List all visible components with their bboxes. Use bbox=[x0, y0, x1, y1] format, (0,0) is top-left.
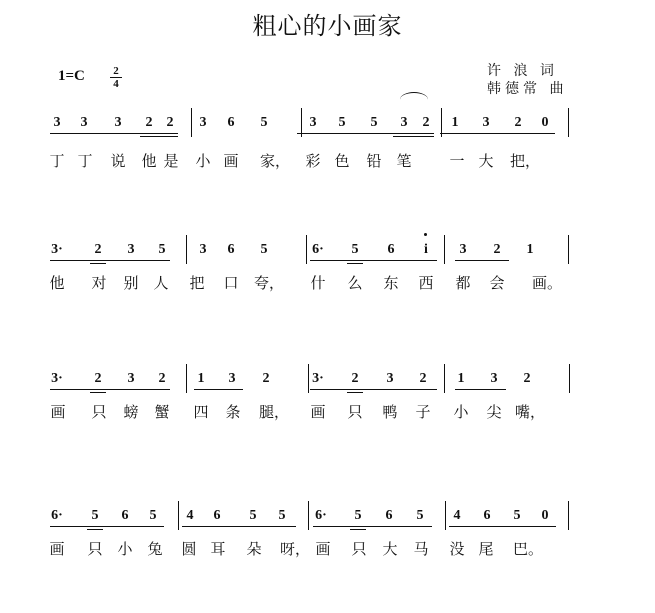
bar-line bbox=[178, 501, 179, 530]
sixteenth-underline bbox=[90, 392, 106, 393]
sixteenth-underline bbox=[350, 529, 366, 530]
lyric-syllable: 别 bbox=[123, 274, 139, 292]
lyric-syllable: 西 bbox=[418, 274, 434, 292]
note: 2 bbox=[351, 371, 359, 386]
lyric-syllable: 耳 bbox=[210, 540, 226, 558]
note-row bbox=[0, 242, 655, 272]
bar-line bbox=[445, 501, 446, 530]
note: 3· bbox=[51, 242, 63, 257]
note: 6 bbox=[385, 508, 393, 523]
lyric-syllable: 鸭 bbox=[382, 403, 398, 421]
composer-credit: 韩德常 曲 bbox=[487, 81, 568, 97]
note: 6 bbox=[121, 508, 129, 523]
lyric-syllable: 铅 bbox=[366, 152, 382, 170]
sixteenth-underline bbox=[90, 263, 106, 264]
note: 2 bbox=[94, 242, 102, 257]
note: 5 bbox=[513, 508, 521, 523]
note: 2 bbox=[523, 371, 531, 386]
bar-line bbox=[306, 235, 307, 264]
bar-line bbox=[186, 235, 187, 264]
eighth-underline bbox=[50, 133, 178, 134]
lyric-syllable: 画 bbox=[310, 403, 326, 421]
note: 3 bbox=[459, 242, 467, 257]
note: 2 bbox=[166, 115, 174, 130]
note: 6 bbox=[227, 242, 235, 257]
lyric-syllable: 把， bbox=[510, 152, 541, 170]
lyric-syllable: 螃 bbox=[123, 403, 139, 421]
lyric-syllable: 么 bbox=[347, 274, 363, 292]
eighth-underline bbox=[194, 389, 243, 390]
note: 5 bbox=[278, 508, 286, 523]
note: 3 bbox=[127, 371, 135, 386]
lyric-syllable: 把 bbox=[189, 274, 205, 292]
note: 2 bbox=[514, 115, 522, 130]
lyric-syllable: 画 bbox=[49, 540, 65, 558]
lyric-syllable: 蟹 bbox=[154, 403, 170, 421]
note: 3 bbox=[199, 115, 207, 130]
lyric-syllable: 尾 bbox=[478, 540, 494, 558]
note: 5 bbox=[260, 242, 268, 257]
eighth-underline bbox=[310, 389, 437, 390]
note: 5 bbox=[249, 508, 257, 523]
note-row bbox=[0, 508, 655, 538]
note: 1 bbox=[526, 242, 534, 257]
note: 2 bbox=[419, 371, 427, 386]
lyric-syllable: 他 bbox=[49, 274, 65, 292]
note: 4 bbox=[453, 508, 461, 523]
note: 5 bbox=[354, 508, 362, 523]
sixteenth-underline bbox=[87, 529, 103, 530]
lyric-syllable: 什 bbox=[310, 274, 326, 292]
lyric-syllable: 条 bbox=[225, 403, 241, 421]
lyric-syllable: 呀， bbox=[280, 540, 311, 558]
lyric-syllable: 彩 bbox=[305, 152, 321, 170]
note: 5 bbox=[370, 115, 378, 130]
lyric-syllable: 只 bbox=[87, 540, 103, 558]
lyric-syllable: 东 bbox=[383, 274, 399, 292]
lyric-syllable: 小 bbox=[195, 152, 211, 170]
bar-line bbox=[191, 108, 192, 137]
note: 6 bbox=[387, 242, 395, 257]
note: 3 bbox=[53, 115, 61, 130]
lyric-syllable: 一 bbox=[449, 152, 465, 170]
lyric-row bbox=[0, 274, 655, 304]
note: 3 bbox=[490, 371, 498, 386]
lyric-syllable: 色 bbox=[334, 152, 350, 170]
note: 1 bbox=[451, 115, 459, 130]
lyric-syllable: 尖 bbox=[486, 403, 502, 421]
lyric-syllable: 会 bbox=[489, 274, 505, 292]
note: 3 bbox=[386, 371, 394, 386]
note: 5 bbox=[351, 242, 359, 257]
eighth-underline bbox=[50, 389, 170, 390]
eighth-underline bbox=[182, 526, 296, 527]
bar-line bbox=[568, 501, 569, 530]
note: 1 bbox=[197, 371, 205, 386]
note: 0 bbox=[541, 508, 549, 523]
lyric-syllable: 兔 bbox=[147, 540, 163, 558]
lyric-syllable: 子 bbox=[415, 403, 431, 421]
note: 3 bbox=[199, 242, 207, 257]
note: 5 bbox=[149, 508, 157, 523]
eighth-underline bbox=[455, 260, 509, 261]
note: 5 bbox=[416, 508, 424, 523]
time-signature-bottom: 4 bbox=[113, 78, 119, 90]
lyric-syllable: 嘴， bbox=[515, 403, 546, 421]
sixteenth-underline bbox=[393, 136, 434, 137]
note: 3 bbox=[80, 115, 88, 130]
lyric-syllable: 小 bbox=[117, 540, 133, 558]
lyric-syllable: 是 bbox=[163, 152, 179, 170]
eighth-underline bbox=[449, 526, 556, 527]
note: 6 bbox=[227, 115, 235, 130]
lyric-syllable: 夸， bbox=[254, 274, 285, 292]
lyric-syllable: 笔 bbox=[396, 152, 412, 170]
lyric-syllable: 大 bbox=[382, 540, 398, 558]
bar-line bbox=[308, 364, 309, 393]
note: 4 bbox=[186, 508, 194, 523]
octave-dot bbox=[424, 233, 427, 236]
note: 3 bbox=[400, 115, 408, 130]
note: 6 bbox=[483, 508, 491, 523]
lyric-syllable: 巴。 bbox=[513, 540, 544, 558]
lyric-syllable: 腿， bbox=[259, 403, 290, 421]
lyric-syllable: 小 bbox=[453, 403, 469, 421]
lyric-syllable: 都 bbox=[455, 274, 471, 292]
note: 2 bbox=[262, 371, 270, 386]
eighth-underline bbox=[297, 133, 434, 134]
bar-line bbox=[444, 364, 445, 393]
lyric-syllable: 只 bbox=[351, 540, 367, 558]
lyric-syllable: 四 bbox=[193, 403, 209, 421]
note: 3 bbox=[228, 371, 236, 386]
lyric-syllable: 他 bbox=[141, 152, 157, 170]
lyric-syllable: 画 bbox=[223, 152, 239, 170]
lyric-syllable: 大 bbox=[478, 152, 494, 170]
lyric-syllable: 马 bbox=[413, 540, 429, 558]
lyric-row bbox=[0, 152, 655, 182]
note: 6· bbox=[312, 242, 324, 257]
note: 1 bbox=[457, 371, 465, 386]
sixteenth-underline bbox=[347, 392, 363, 393]
lyric-syllable: 画。 bbox=[532, 274, 563, 292]
sixteenth-underline bbox=[347, 263, 363, 264]
lyric-syllable: 圆 bbox=[181, 540, 197, 558]
note: 2 bbox=[493, 242, 501, 257]
lyric-syllable: 口 bbox=[223, 274, 239, 292]
time-signature-top: 2 bbox=[113, 65, 119, 77]
note: i bbox=[424, 242, 428, 257]
lyric-syllable: 对 bbox=[91, 274, 107, 292]
note-row bbox=[0, 115, 655, 145]
eighth-underline bbox=[455, 389, 506, 390]
sixteenth-underline bbox=[140, 136, 178, 137]
note: 2 bbox=[94, 371, 102, 386]
lyric-syllable: 家， bbox=[260, 152, 291, 170]
lyric-syllable: 说 bbox=[110, 152, 126, 170]
note: 3 bbox=[482, 115, 490, 130]
bar-line bbox=[308, 501, 309, 530]
tie-mark bbox=[400, 92, 428, 107]
lyric-syllable: 丁 bbox=[77, 152, 93, 170]
note: 3 bbox=[114, 115, 122, 130]
note: 5 bbox=[158, 242, 166, 257]
lyric-syllable: 画 bbox=[50, 403, 66, 421]
eighth-underline bbox=[50, 526, 164, 527]
time-signature bbox=[110, 66, 122, 89]
lyric-syllable: 人 bbox=[153, 274, 169, 292]
eighth-underline bbox=[50, 260, 170, 261]
note: 3· bbox=[312, 371, 324, 386]
bar-line bbox=[568, 108, 569, 137]
note: 3· bbox=[51, 371, 63, 386]
note: 5 bbox=[260, 115, 268, 130]
lyric-row bbox=[0, 403, 655, 433]
song-title: 粗心的小画家 bbox=[252, 12, 403, 40]
eighth-underline bbox=[440, 133, 555, 134]
note: 5 bbox=[91, 508, 99, 523]
note-row bbox=[0, 371, 655, 401]
key-signature: 1=C bbox=[58, 68, 85, 84]
note: 6· bbox=[315, 508, 327, 523]
lyric-syllable: 只 bbox=[347, 403, 363, 421]
note: 6· bbox=[51, 508, 63, 523]
note: 5 bbox=[338, 115, 346, 130]
eighth-underline bbox=[313, 526, 432, 527]
lyric-syllable: 画 bbox=[315, 540, 331, 558]
bar-line bbox=[568, 235, 569, 264]
note: 2 bbox=[158, 371, 166, 386]
note: 2 bbox=[145, 115, 153, 130]
lyric-row bbox=[0, 540, 655, 570]
note: 2 bbox=[422, 115, 430, 130]
bar-line bbox=[186, 364, 187, 393]
lyric-syllable: 只 bbox=[91, 403, 107, 421]
bar-line bbox=[569, 364, 570, 393]
eighth-underline bbox=[310, 260, 437, 261]
note: 3 bbox=[127, 242, 135, 257]
lyric-syllable: 没 bbox=[449, 540, 465, 558]
note: 0 bbox=[541, 115, 549, 130]
lyric-syllable: 丁 bbox=[49, 152, 65, 170]
bar-line bbox=[444, 235, 445, 264]
lyricist-credit: 许 浪 词 bbox=[487, 63, 558, 79]
note: 3 bbox=[309, 115, 317, 130]
lyric-syllable: 朵 bbox=[246, 540, 262, 558]
note: 6 bbox=[213, 508, 221, 523]
